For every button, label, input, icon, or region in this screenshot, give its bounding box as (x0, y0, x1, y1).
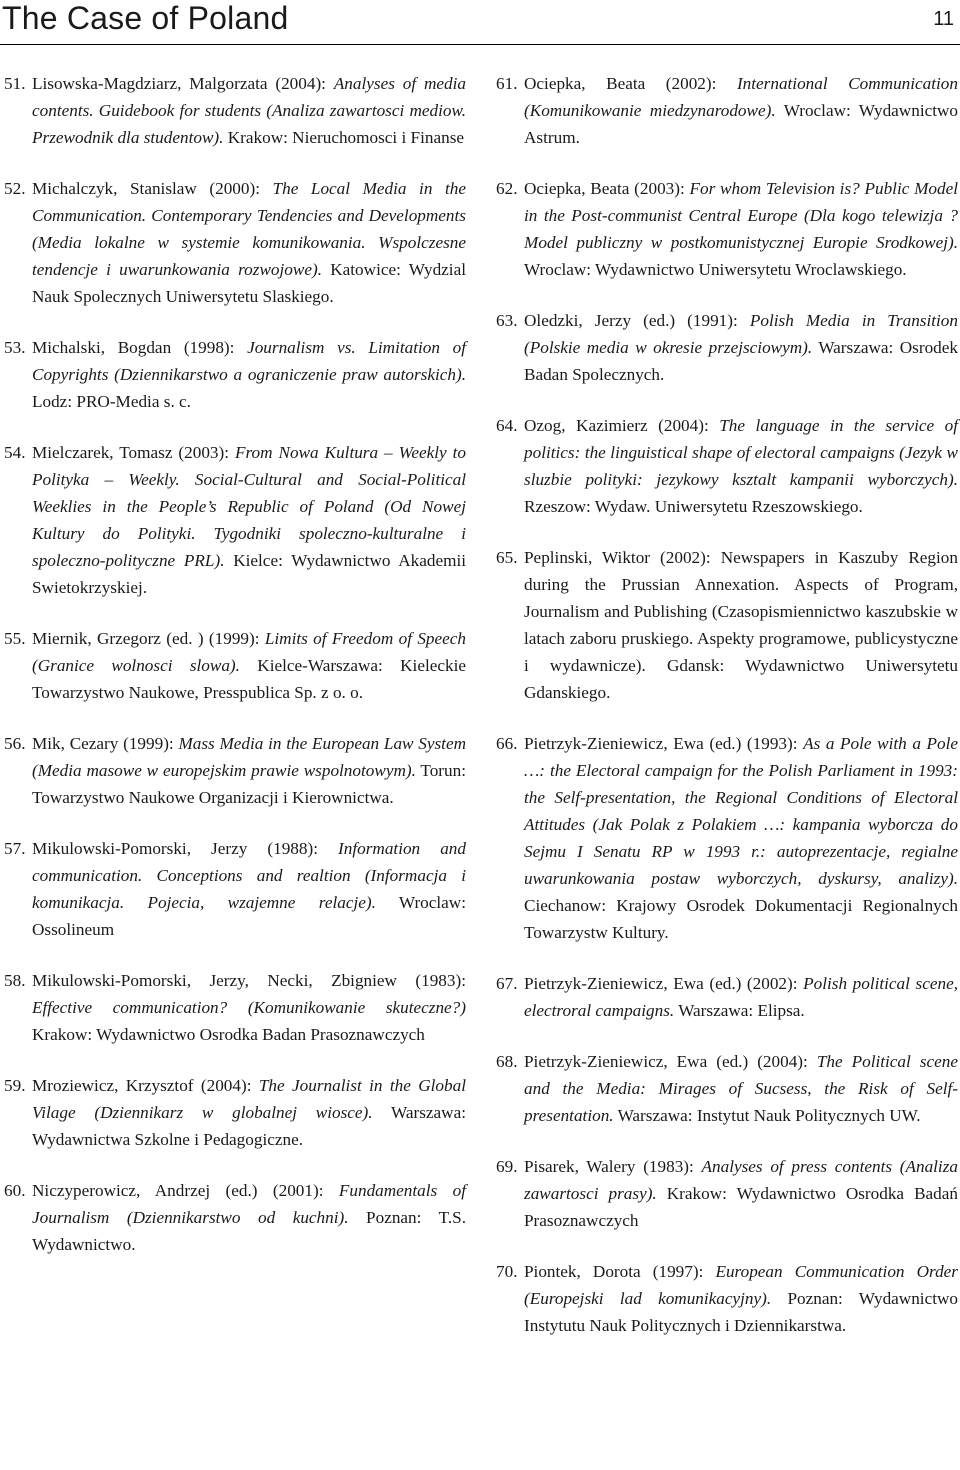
reference-text (524, 70, 958, 151)
reference-title: Limits of Freedom of Speech (Granice wolnosci slowa). (32, 629, 466, 675)
reference-number: 58. (4, 971, 26, 990)
reference-number: 65. (496, 548, 518, 567)
reference-author: Oledzki, Jerzy (ed.) (1991): (524, 311, 750, 330)
reference-text (524, 1048, 958, 1129)
reference-title: Analyses of press contents (Analiza zawartosci prasy). (524, 1157, 958, 1203)
reference-title: The Journalist in the Global Vilage (Dziennikarz w globalnej wiosce). (32, 1076, 466, 1122)
page-header (0, 0, 960, 45)
reference-title: Mass Media in the European Law System (Media masowe w europejskim prawie wspolnotowym). (32, 734, 466, 780)
reference-entry (496, 412, 958, 520)
reference-author: Pietrzyk-Zieniewicz, Ewa (ed.) (2004): (524, 1052, 817, 1071)
reference-number: 59. (4, 1076, 26, 1095)
reference-author: Ociepka, Beata (2002): (524, 74, 737, 93)
reference-publisher: Wroclaw: Wydawnictwo Uniwersytetu Wroclawskiego. (524, 260, 907, 279)
reference-publisher: Warszawa: Wydawnictwa Szkolne i Pedagogiczne. (32, 1103, 466, 1149)
reference-entry (4, 730, 466, 811)
right-column (496, 70, 958, 1363)
reference-number: 68. (496, 1052, 518, 1071)
reference-author: Mielczarek, Tomasz (2003): (32, 443, 235, 462)
reference-text (32, 175, 466, 310)
reference-number: 57. (4, 839, 26, 858)
reference-title: The language in the service of politics: the linguistical shape of electoral campaigns (Jezyk w sluzbie polityki: jezykowy ksztalt kampanii wyborczych). (524, 416, 958, 489)
reference-text (32, 967, 466, 1048)
reference-text (32, 439, 466, 601)
reference-publisher: Kielce: Wydawnictwo Akademii Swietokrzyskiej. (32, 551, 466, 597)
reference-author: Pietrzyk-Zieniewicz, Ewa (ed.) (1993): (524, 734, 804, 753)
reference-author: Piontek, Dorota (1997): (524, 1262, 716, 1281)
reference-text (524, 175, 958, 283)
reference-publisher: Warszawa: Osrodek Badan Spolecznych. (524, 338, 958, 384)
reference-text (524, 307, 958, 388)
reference-author: Pietrzyk-Zieniewicz, Ewa (ed.) (2002): (524, 974, 804, 993)
reference-entry (496, 1153, 958, 1234)
reference-entry (4, 1177, 466, 1258)
reference-number: 63. (496, 311, 518, 330)
reference-author: Ozog, Kazimierz (2004): (524, 416, 720, 435)
reference-entry (496, 1048, 958, 1129)
reference-title: From Nowa Kultura – Weekly to Polityka – Weekly. Social-Cultural and Social-Political Weeklies in the People’s Republic of Poland (Od Nowej Kultury do Polityki. Tygodniki spoleczno-kulturalne i spoleczno-polityczne PRL). (32, 443, 466, 570)
reference-text (32, 625, 466, 706)
reference-publisher: Poznan: Wydawnictwo Instytutu Nauk Politycznych i Dziennikarstwa. (524, 1289, 958, 1335)
reference-title: European Communication Order (Europejski lad komunikacyjny). (524, 1262, 958, 1308)
reference-number: 51. (4, 74, 26, 93)
reference-publisher: Torun: Towarzystwo Naukowe Organizacji i Kierownictwa. (32, 761, 466, 807)
reference-entry (496, 970, 958, 1024)
reference-publisher: Newspapers in Kaszuby Region during the Prussian Annexation. Aspects of Program, Journalism and Publishing (Czasopismiennictwo kaszubskie w latach zaboru pruskiego. Aspekty programowe, publicystyczne i wydawnicze). Gdansk: Wydawnictwo Uniwersytetu Gdanskiego. (524, 548, 958, 702)
reference-text (32, 334, 466, 415)
reference-author: Mikulowski-Pomorski, Jerzy, Necki, Zbigniew (1983): (32, 971, 466, 990)
reference-number: 64. (496, 416, 518, 435)
reference-entry (4, 439, 466, 601)
reference-title: The Political scene and the Media: Mirages of Sucsess, the Risk of Self-presentation. (524, 1052, 958, 1125)
reference-publisher: Ciechanow: Krajowy Osrodek Dokumentacji Regionalnych Towarzystw Kultury. (524, 896, 958, 942)
reference-publisher: Rzeszow: Wydaw. Uniwersytetu Rzeszowskiego. (524, 497, 863, 516)
reference-title: The Local Media in the Communication. Contemporary Tendencies and Developments (Media lokalne w systemie komunikowania. Wspolczesne tendencje i uwarunkowania rozwojowe). (32, 179, 466, 279)
reference-title: Effective communication? (Komunikowanie skuteczne?) (32, 998, 466, 1017)
reference-number: 61. (496, 74, 518, 93)
reference-entry (4, 1072, 466, 1153)
reference-publisher: Krakow: Wydawnictwo Osrodka Badań Prasoznawczych (524, 1184, 958, 1230)
reference-title: Fundamentals of Journalism (Dziennikarstwo od kuchni). (32, 1181, 466, 1227)
reference-author: Michalski, Bogdan (1998): (32, 338, 248, 357)
reference-author: Miernik, Grzegorz (ed. ) (1999): (32, 629, 265, 648)
reference-entry (4, 175, 466, 310)
reference-author: Michalczyk, Stanislaw (2000): (32, 179, 273, 198)
reference-title: Polish political scene, electroral campaigns. (524, 974, 958, 1020)
reference-title: International Communication (Komunikowanie miedzynarodowe). (524, 74, 958, 120)
reference-publisher: Kielce-Warszawa: Kieleckie Towarzystwo Naukowe, Presspublica Sp. z o. o. (32, 656, 466, 702)
reference-title: Polish Media in Transition (Polskie media w okresie przejsciowym). (524, 311, 958, 357)
reference-text (32, 835, 466, 943)
reference-author: Niczyperowicz, Andrzej (ed.) (2001): (32, 1181, 339, 1200)
reference-entry (496, 544, 958, 706)
reference-author: Peplinski, Wiktor (2002): (524, 548, 721, 567)
reference-number: 60. (4, 1181, 26, 1200)
reference-entry (4, 835, 466, 943)
reference-author: Mikulowski-Pomorski, Jerzy (1988): (32, 839, 339, 858)
reference-entry (4, 70, 466, 151)
reference-text (32, 1072, 466, 1153)
reference-text (524, 730, 958, 946)
reference-publisher: Poznan: T.S. Wydawnictwo. (32, 1208, 466, 1254)
reference-title: Journalism vs. Limitation of Copyrights (Dziennikarstwo a ograniczenie praw autorskich). (32, 338, 466, 384)
reference-text (32, 730, 466, 811)
reference-text (524, 1153, 958, 1234)
reference-entry (496, 70, 958, 151)
reference-author: Pisarek, Walery (1983): (524, 1157, 702, 1176)
reference-text (524, 1258, 958, 1339)
reference-number: 53. (4, 338, 26, 357)
reference-number: 55. (4, 629, 26, 648)
reference-number: 69. (496, 1157, 518, 1176)
reference-title: Information and communication. Conceptions and realtion (Informacja i komunikacja. Pojecia, wzajemne relacje). (32, 839, 466, 912)
reference-publisher: Wroclaw: Ossolineum (32, 893, 466, 939)
reference-author: Lisowska-Magdziarz, Malgorzata (2004): (32, 74, 334, 93)
reference-text (524, 970, 958, 1024)
reference-entry (496, 730, 958, 946)
left-column (4, 70, 466, 1282)
reference-text (32, 70, 466, 151)
reference-number: 62. (496, 179, 518, 198)
reference-text (524, 412, 958, 520)
reference-text (524, 544, 958, 706)
reference-publisher: Warszawa: Elipsa. (674, 1001, 805, 1020)
reference-title: For whom Television is? Public Model in the Post-communist Central Europe (Dla kogo telewizja ? Model publiczny w postkomunistycznej Europie Srodkowej). (524, 179, 959, 252)
reference-number: 52. (4, 179, 26, 198)
reference-number: 66. (496, 734, 518, 753)
reference-title: Analyses of media contents. Guidebook for students (Analiza zawartosci mediow. Przewodnik dla studentow). (32, 74, 466, 147)
reference-author: Mik, Cezary (1999): (32, 734, 179, 753)
running-title: The Case of Poland (2, 0, 289, 36)
reference-number: 70. (496, 1262, 518, 1281)
page-number: 11 (933, 8, 954, 30)
reference-publisher: Krakow: Wydawnictwo Osrodka Badan Prasoznawczych (32, 1025, 425, 1044)
reference-publisher: Lodz: PRO-Media s. c. (32, 392, 191, 411)
reference-publisher: Warszawa: Instytut Nauk Politycznych UW. (613, 1106, 921, 1125)
reference-publisher: Krakow: Nieruchomosci i Finanse (223, 128, 465, 147)
reference-number: 56. (4, 734, 26, 753)
reference-entry (496, 1258, 958, 1339)
reference-entry (4, 625, 466, 706)
reference-title: As a Pole with a Pole …: the Electoral campaign for the Polish Parliament in 1993: the Self-presentation, the Regional Conditions of Electoral Attitudes (Jak Polak z Polakiem …: kampania wyborcza do Sejmu I Senatu RP w 1993 r.: autoprezentacje, regialne uwarunkowania postaw wyborczych, dyskursy, analizy). (524, 734, 958, 888)
reference-publisher: Katowice: Wydzial Nauk Spolecznych Uniwersytetu Slaskiego. (32, 260, 466, 306)
reference-number: 54. (4, 443, 26, 462)
reference-entry (4, 334, 466, 415)
reference-entry (496, 175, 958, 283)
reference-author: Mroziewicz, Krzysztof (2004): (32, 1076, 259, 1095)
reference-entry (496, 307, 958, 388)
reference-author: Ociepka, Beata (2003): (524, 179, 690, 198)
reference-text (32, 1177, 466, 1258)
reference-publisher: Wroclaw: Wydawnictwo Astrum. (524, 101, 959, 147)
reference-number: 67. (496, 974, 518, 993)
reference-entry (4, 967, 466, 1048)
